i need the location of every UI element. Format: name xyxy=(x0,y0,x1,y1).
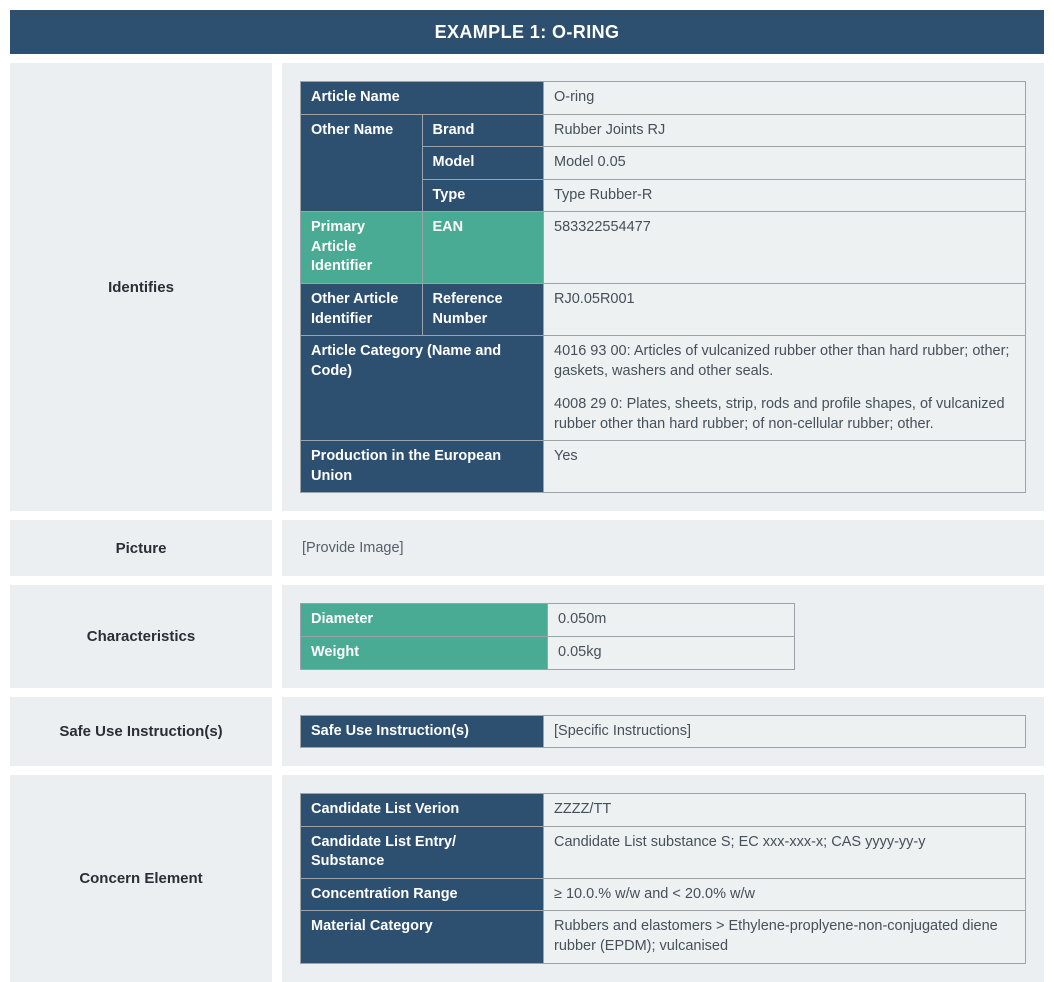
section-concern-element xyxy=(10,775,1044,981)
page-title-banner xyxy=(10,10,1044,54)
table-row-article-name xyxy=(301,82,1026,115)
row-key-material-category: Material Category xyxy=(301,911,544,963)
row-key-diameter: Diameter xyxy=(301,604,548,637)
table-row-safe-use xyxy=(301,715,1026,748)
row-header-article-name: Article Name xyxy=(301,82,544,115)
table-row-other-article-identifier xyxy=(301,283,1026,335)
row-header-safe-use: Safe Use Instruction(s) xyxy=(301,715,544,748)
row-header-production-eu: Production in the European Union xyxy=(301,441,544,493)
picture-placeholder: [Provide Image] xyxy=(302,540,404,557)
table-row-other-name-brand xyxy=(301,114,1026,147)
row-key-weight: Weight xyxy=(301,637,548,670)
row-value-reference-number: RJ0.05R001 xyxy=(544,283,1026,335)
row-value-model: Model 0.05 xyxy=(544,147,1026,180)
table-row-material-category xyxy=(301,911,1026,963)
row-key-candidate-list-entry: Candidate List Entry/ Substance xyxy=(301,826,544,878)
section-body-safe-use-instructions xyxy=(272,697,1044,767)
row-value-production-eu: Yes xyxy=(544,441,1026,493)
row-key-model: Model xyxy=(422,147,544,180)
row-key-candidate-list-version: Candidate List Verion xyxy=(301,794,544,827)
row-value-brand: Rubber Joints RJ xyxy=(544,114,1026,147)
row-value-concentration-range: ≥ 10.0.% w/w and < 20.0% w/w xyxy=(544,878,1026,911)
section-body-concern-element xyxy=(272,775,1044,981)
row-header-primary-article-identifier: Primary Article Identifier xyxy=(301,212,423,284)
concern-element-table xyxy=(300,793,1026,963)
row-header-article-category: Article Category (Name and Code) xyxy=(301,336,544,441)
table-row-diameter xyxy=(301,604,795,637)
table-row-production-eu xyxy=(301,441,1026,493)
row-key-concentration-range: Concentration Range xyxy=(301,878,544,911)
row-header-other-article-identifier: Other Article Identifier xyxy=(301,283,423,335)
safe-use-table xyxy=(300,715,1026,749)
row-value-article-category xyxy=(544,336,1026,441)
section-safe-use-instructions xyxy=(10,697,1044,767)
article-category-paragraph-2: 4008 29 0: Plates, sheets, strip, rods and profile shapes, of vulcanized rubber other than hard rubber; of non-cellular rubber; other. xyxy=(554,396,1005,432)
row-value-candidate-list-entry: Candidate List substance S; EC xxx-xxx-x; CAS yyyy-yy-y xyxy=(544,826,1026,878)
section-label-safe-use-instructions: Safe Use Instruction(s) xyxy=(59,722,223,740)
section-label-identifies: Identifies xyxy=(108,278,174,296)
row-value-safe-use: [Specific Instructions] xyxy=(544,715,1026,748)
identifies-table xyxy=(300,81,1026,493)
row-key-type: Type xyxy=(422,179,544,212)
section-body-picture xyxy=(272,520,1044,576)
section-label-characteristics: Characteristics xyxy=(86,628,196,645)
section-label-concern-element: Concern Element xyxy=(79,869,203,887)
section-characteristics xyxy=(10,585,1044,687)
characteristics-table xyxy=(300,603,795,669)
table-row-concentration-range xyxy=(301,878,1026,911)
section-picture xyxy=(10,520,1044,576)
row-value-weight: 0.05kg xyxy=(548,637,795,670)
section-body-identifies xyxy=(272,63,1044,511)
section-identifies xyxy=(10,63,1044,511)
row-value-candidate-list-version: ZZZZ/TT xyxy=(544,794,1026,827)
row-value-diameter: 0.050m xyxy=(548,604,795,637)
page-title: EXAMPLE 1: O-RING xyxy=(434,21,620,42)
row-value-material-category: Rubbers and elastomers > Ethylene-proplyene-non-conjugated diene rubber (EPDM); vulcanised xyxy=(544,911,1026,963)
row-value-article-name: O-ring xyxy=(544,82,1026,115)
section-label-picture: Picture xyxy=(115,539,167,557)
table-row-article-category xyxy=(301,336,1026,441)
row-header-other-name: Other Name xyxy=(301,114,423,212)
article-category-paragraph-1: 4016 93 00: Articles of vulcanized rubber other than hard rubber; other; gaskets, washers and other seals. xyxy=(554,343,1010,379)
table-row-candidate-list-entry xyxy=(301,826,1026,878)
table-row-weight xyxy=(301,637,795,670)
row-value-type: Type Rubber-R xyxy=(544,179,1026,212)
table-row-candidate-list-version xyxy=(301,794,1026,827)
row-value-ean: 583322554477 xyxy=(544,212,1026,284)
row-key-brand: Brand xyxy=(422,114,544,147)
table-row-primary-article-identifier xyxy=(301,212,1026,284)
row-key-reference-number: Reference Number xyxy=(422,283,544,335)
section-body-characteristics xyxy=(272,585,1044,687)
row-key-ean: EAN xyxy=(422,212,544,284)
